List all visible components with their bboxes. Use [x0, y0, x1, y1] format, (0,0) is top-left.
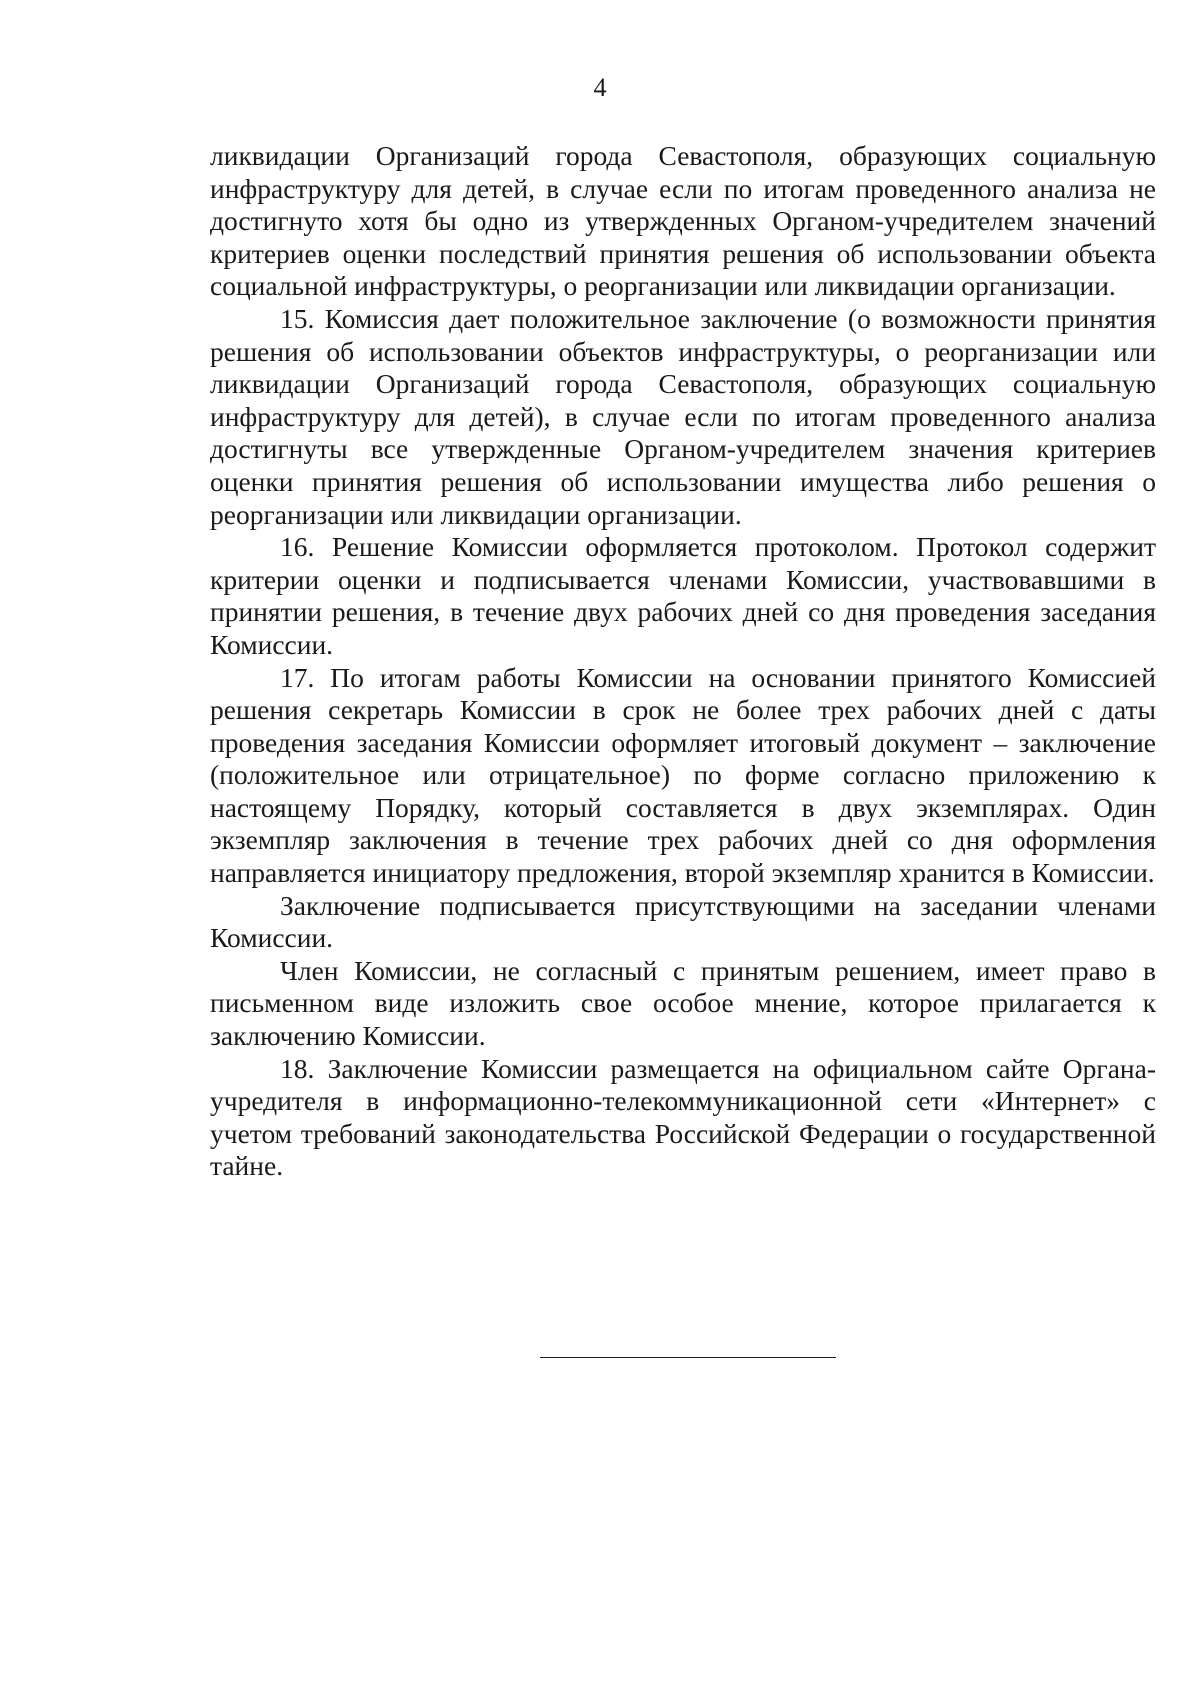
- page-number: 4: [593, 73, 607, 102]
- closing-rule-divider: [540, 1357, 836, 1358]
- paragraph-dissent: Член Комиссии, не согласный с принятым решением, имеет право в письменном виде изложить свое особое мнение, которое прилагается к заключению Комиссии.: [210, 954, 1156, 1052]
- paragraph-signing: Заключение подписывается присутствующими на заседании членами Комиссии.: [210, 889, 1156, 954]
- document-body: [210, 140, 1156, 1183]
- paragraph-item-18: 18. Заключение Комиссии размещается на официальном сайте Органа-учредителя в информационно-телекоммуникационной сети «Интернет» с учетом требований законодательства Российской Федерации о государственной тайне.: [210, 1052, 1156, 1182]
- paragraph-continuation: ликвидации Организаций города Севастополя, образующих социальную инфраструктуру для детей, в случае если по итогам проведенного анализа не достигнуто хотя бы одно из утвержденных Органом-учредителем значений критериев оценки последствий принятия решения об использовании объекта социальной инфраструктуры, о реорганизации или ликвидации организации.: [210, 140, 1156, 302]
- paragraph-item-16: 16. Решение Комиссии оформляется протоколом. Протокол содержит критерии оценки и подписывается членами Комиссии, участвовавшими в принятии решения, в течение двух рабочих дней со дня проведения заседания Комиссии.: [210, 531, 1156, 660]
- paragraph-item-15: 15. Комиссия дает положительное заключение (о возможности принятия решения об использовании объектов инфраструктуры, о реорганизации или ликвидации Организаций города Севастополя, образующих социальную инфраструктуру для детей), в случае если по итогам проведенного анализа достигнуты все утвержденные Органом-учредителем значения критериев оценки принятия решения об использовании имущества либо решения о реорганизации или ликвидации организации.: [210, 302, 1156, 530]
- paragraph-item-17: 17. По итогам работы Комиссии на основании принятого Комиссией решения секретарь Комиссии в срок не более трех рабочих дней с даты проведения заседания Комиссии оформляет итоговый документ – заключение (положительное или отрицательное) по форме согласно приложению к настоящему Порядку, который составляется в двух экземплярах. Один экземпляр заключения в течение трех рабочих дней со дня оформления направляется инициатору предложения, второй экземпляр хранится в Комиссии.: [210, 661, 1156, 889]
